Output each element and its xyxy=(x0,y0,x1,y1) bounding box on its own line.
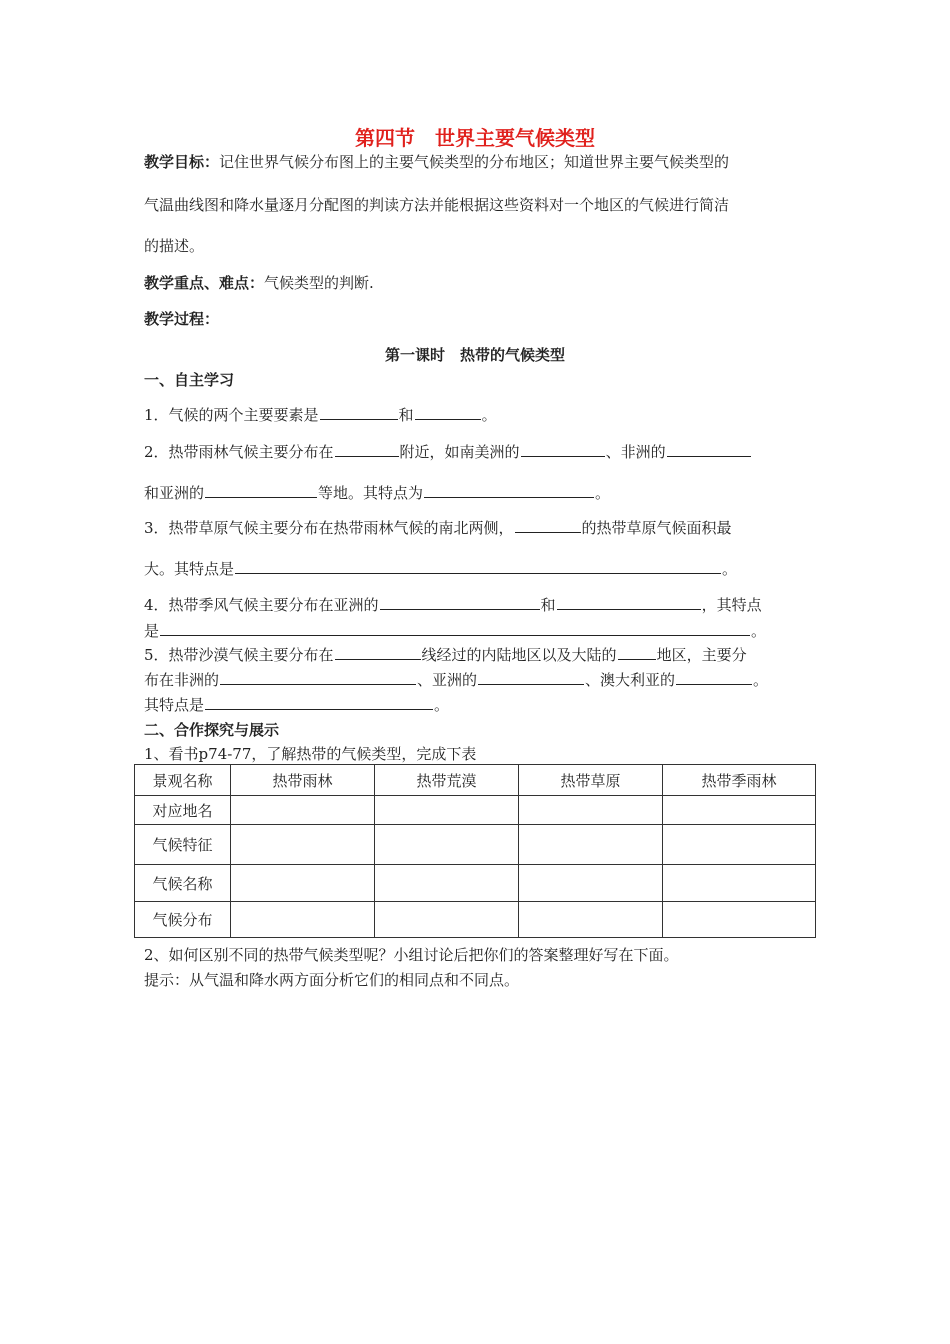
section2-question-2: 2、如何区别不同的热带气候类型呢？小组讨论后把你们的答案整理好写在下面。 xyxy=(144,946,679,964)
teaching-goal-label: 教学目标： xyxy=(144,153,220,171)
table-cell[interactable] xyxy=(375,865,519,902)
answer-blank[interactable] xyxy=(667,442,751,457)
teaching-goal-line2: 气温曲线图和降水量逐月分配图的判读方法并能根据这些资料对一个地区的气候进行简洁 xyxy=(144,196,730,214)
table-header-cell: 景观名称 xyxy=(135,765,231,796)
answer-blank[interactable] xyxy=(220,670,416,685)
answer-blank[interactable] xyxy=(515,518,581,533)
answer-blank[interactable] xyxy=(160,621,750,636)
section2-heading: 二、合作探究与展示 xyxy=(144,721,280,739)
section1-heading: 一、自主学习 xyxy=(144,371,235,389)
teaching-goal-line3: 的描述。 xyxy=(144,237,205,255)
answer-blank[interactable] xyxy=(415,405,481,420)
table-row xyxy=(135,865,816,902)
table-cell[interactable] xyxy=(231,902,375,938)
answer-blank[interactable] xyxy=(335,442,399,457)
answer-blank[interactable] xyxy=(235,559,721,574)
table-header-cell: 热带荒漠 xyxy=(375,765,519,796)
question-4-line1: 4．热带季风气候主要分布在亚洲的 和 ，其特点 xyxy=(144,596,762,614)
table-cell[interactable] xyxy=(663,796,816,825)
table-cell[interactable] xyxy=(375,902,519,938)
answer-blank[interactable] xyxy=(521,442,605,457)
question-1: 1．气候的两个主要要素是 和 。 xyxy=(144,406,497,424)
table-cell[interactable] xyxy=(231,865,375,902)
teaching-focus-label: 教学重点、难点： xyxy=(144,274,265,292)
table-cell[interactable] xyxy=(663,825,816,865)
question-2-line2: 和亚洲的 等地。其特点为 。 xyxy=(144,484,611,502)
answer-blank[interactable] xyxy=(618,645,656,660)
table-header-row xyxy=(135,765,816,796)
teaching-process-label: 教学过程： xyxy=(144,310,220,328)
answer-blank[interactable] xyxy=(424,483,594,498)
answer-blank[interactable] xyxy=(557,595,701,610)
lesson-title: 第一课时 热带的气候类型 xyxy=(384,346,565,364)
table-row-label: 气候特征 xyxy=(135,825,231,865)
table-cell[interactable] xyxy=(375,796,519,825)
answer-blank[interactable] xyxy=(478,670,584,685)
table-cell[interactable] xyxy=(231,796,375,825)
table-cell[interactable] xyxy=(519,796,663,825)
question-3-line2: 大。其特点是 。 xyxy=(144,560,738,578)
table-cell[interactable] xyxy=(375,825,519,865)
page-title: 第四节 世界主要气候类型 xyxy=(355,126,595,150)
teaching-goal-line1 xyxy=(144,151,729,172)
table-header-cell: 热带雨林 xyxy=(231,765,375,796)
table-row-label: 对应地名 xyxy=(135,796,231,825)
teaching-focus xyxy=(144,272,374,293)
table-row xyxy=(135,902,816,938)
table-cell[interactable] xyxy=(519,865,663,902)
table-cell[interactable] xyxy=(663,902,816,938)
table-row-label: 气候名称 xyxy=(135,865,231,902)
table-cell[interactable] xyxy=(519,825,663,865)
answer-blank[interactable] xyxy=(205,483,317,498)
section2-hint: 提示：从气温和降水两方面分析它们的相同点和不同点。 xyxy=(144,971,520,989)
question-5-line2: 布在非洲的 、亚洲的 、澳大利亚的 。 xyxy=(144,671,769,689)
tropical-climate-table xyxy=(134,764,816,938)
question-5-line3: 其特点是 。 xyxy=(144,696,450,714)
section2-question-1: 1、看书p74-77，了解热带的气候类型，完成下表 xyxy=(144,745,477,763)
question-2-line1: 2．热带雨林气候主要分布在 附近，如南美洲的 、非洲的 xyxy=(144,441,752,462)
table-cell[interactable] xyxy=(663,865,816,902)
question-4-line2: 是 。 xyxy=(144,622,767,640)
question-5-line1: 5．热带沙漠气候主要分布在 线经过的内陆地区以及大陆的 地区，主要分 xyxy=(144,646,747,664)
answer-blank[interactable] xyxy=(676,670,752,685)
table-cell[interactable] xyxy=(519,902,663,938)
answer-blank[interactable] xyxy=(335,645,421,660)
question-3-line1: 3．热带草原气候主要分布在热带雨林气候的南北两侧， 的热带草原气候面积最 xyxy=(144,519,732,537)
table-row xyxy=(135,825,816,865)
table-cell[interactable] xyxy=(231,825,375,865)
answer-blank[interactable] xyxy=(380,595,540,610)
teaching-focus-text: 气候类型的判断. xyxy=(264,274,374,292)
table-header-cell: 热带草原 xyxy=(519,765,663,796)
answer-blank[interactable] xyxy=(205,695,433,710)
table-row-label: 气候分布 xyxy=(135,902,231,938)
teaching-goal-text: 记住世界气候分布图上的主要气候类型的分布地区；知道世界主要气候类型的 xyxy=(219,153,730,171)
answer-blank[interactable] xyxy=(320,405,398,420)
table-header-cell: 热带季雨林 xyxy=(663,765,816,796)
table-row xyxy=(135,796,816,825)
